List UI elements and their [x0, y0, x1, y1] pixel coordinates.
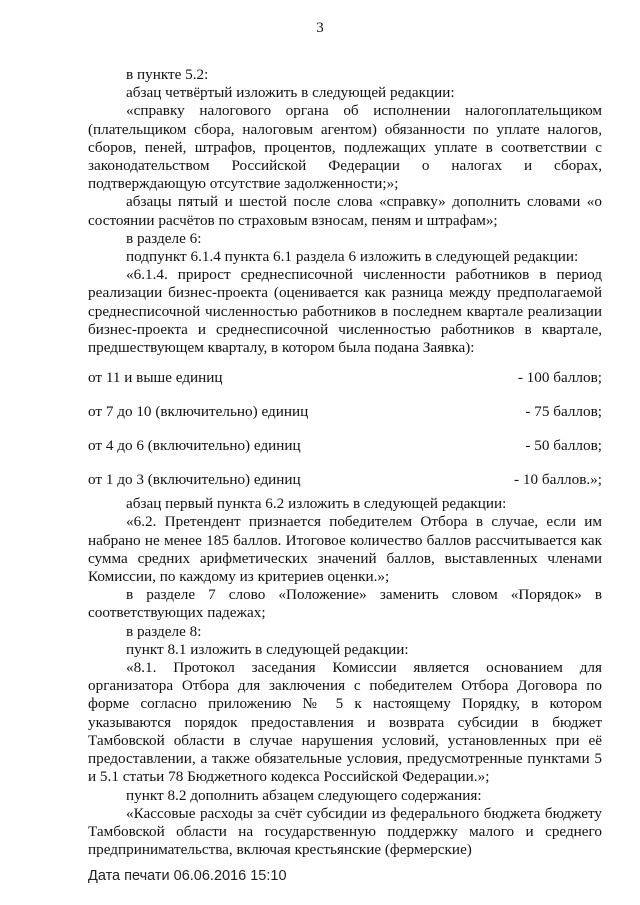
page-number: 3 — [316, 20, 324, 36]
score-points-value: - 50 баллов; — [525, 437, 602, 455]
paragraphs-bottom — [88, 495, 602, 859]
paragraph: «Кассовые расходы за счёт субсидии из федерального бюджета бюджету Тамбовской области на государственную поддержку малого и среднего предпринимательства, включая крестьянские (фермерские) — [88, 804, 602, 859]
score-range-label: от 11 и выше единиц — [88, 369, 223, 387]
score-range-label: от 1 до 3 (включительно) единиц — [88, 471, 301, 489]
print-date: Дата печати 06.06.2016 15:10 — [88, 868, 287, 884]
paragraphs-top — [88, 66, 602, 357]
paragraph: абзац четвёртый изложить в следующей редакции: — [126, 84, 455, 102]
paragraph: пункт 8.2 дополнить абзацем следующего содержания: — [126, 786, 482, 804]
score-row — [88, 403, 602, 421]
score-range-label: от 7 до 10 (включительно) единиц — [88, 403, 309, 421]
paragraph: «6.2. Претендент признается победителем Отбора в случае, если им набрано не менее 185 баллов. Итоговое количество баллов рассчитывается как сумма средних арифметических значений баллов, выставленных членами Комиссии, по каждому из критериев оценки.»; — [88, 513, 602, 586]
score-range-label: от 4 до 6 (включительно) единиц — [88, 437, 301, 455]
paragraph: пункт 8.1 изложить в следующей редакции: — [126, 640, 409, 658]
paragraph: в разделе 6: — [126, 229, 202, 247]
paragraph: подпункт 6.1.4 пункта 6.1 раздела 6 изложить в следующей редакции: — [126, 248, 579, 266]
paragraph: абзацы пятый и шестой после слова «справку» дополнить словами «о состоянии расчётов по страховым взносам, пеням и штрафам»; — [88, 193, 602, 229]
paragraph: в разделе 8: — [126, 622, 202, 640]
paragraph: абзац первый пункта 6.2 изложить в следующей редакции: — [126, 495, 507, 513]
score-table — [88, 369, 602, 489]
score-points-value: - 75 баллов; — [525, 403, 602, 421]
score-row — [88, 437, 602, 455]
score-row — [88, 369, 602, 387]
score-points-value: - 100 баллов; — [517, 369, 602, 387]
paragraph: «8.1. Протокол заседания Комиссии является основанием для организатора Отбора для заключения с победителем Отбора Договора по форме согласно приложению № 5 к настоящему Порядку, в котором указываются порядок предоставления и возврата субсидии в бюджет Тамбовской области в случае нарушения условий, установленных при её предоставлении, а также обязательные условия, предусмотренные пунктами 5 и 5.1 статьи 78 Бюджетного кодекса Российской Федерации.»; — [88, 659, 602, 786]
paragraph: «6.1.4. прирост среднесписочной численности работников в период реализации бизнес-проекта (оценивается как разница между предполагаемой среднесписочной численностью работников в последнем квартале реализации бизнес-проекта и среднесписочной численностью работников в квартале, предшествующем кварталу, в котором была подана Заявка): — [88, 266, 602, 357]
score-points-value: - 10 баллов.»; — [514, 471, 602, 489]
paragraph: в разделе 7 слово «Положение» заменить словом «Порядок» в соответствующих падежах; — [88, 586, 602, 622]
document-body — [88, 66, 602, 859]
paragraph: в пункте 5.2: — [126, 66, 209, 83]
score-row — [88, 471, 602, 489]
paragraph: «справку налогового органа об исполнении налогоплательщиком (плательщиком сбора, налоговым агентом) обязанности по уплате налогов, сборов, пеней, штрафов, процентов, подлежащих уплате в соответствии с законодательством Российской Федерации о налогах и сборах, подтверждающую отсутствие задолженности;»; — [88, 102, 602, 193]
